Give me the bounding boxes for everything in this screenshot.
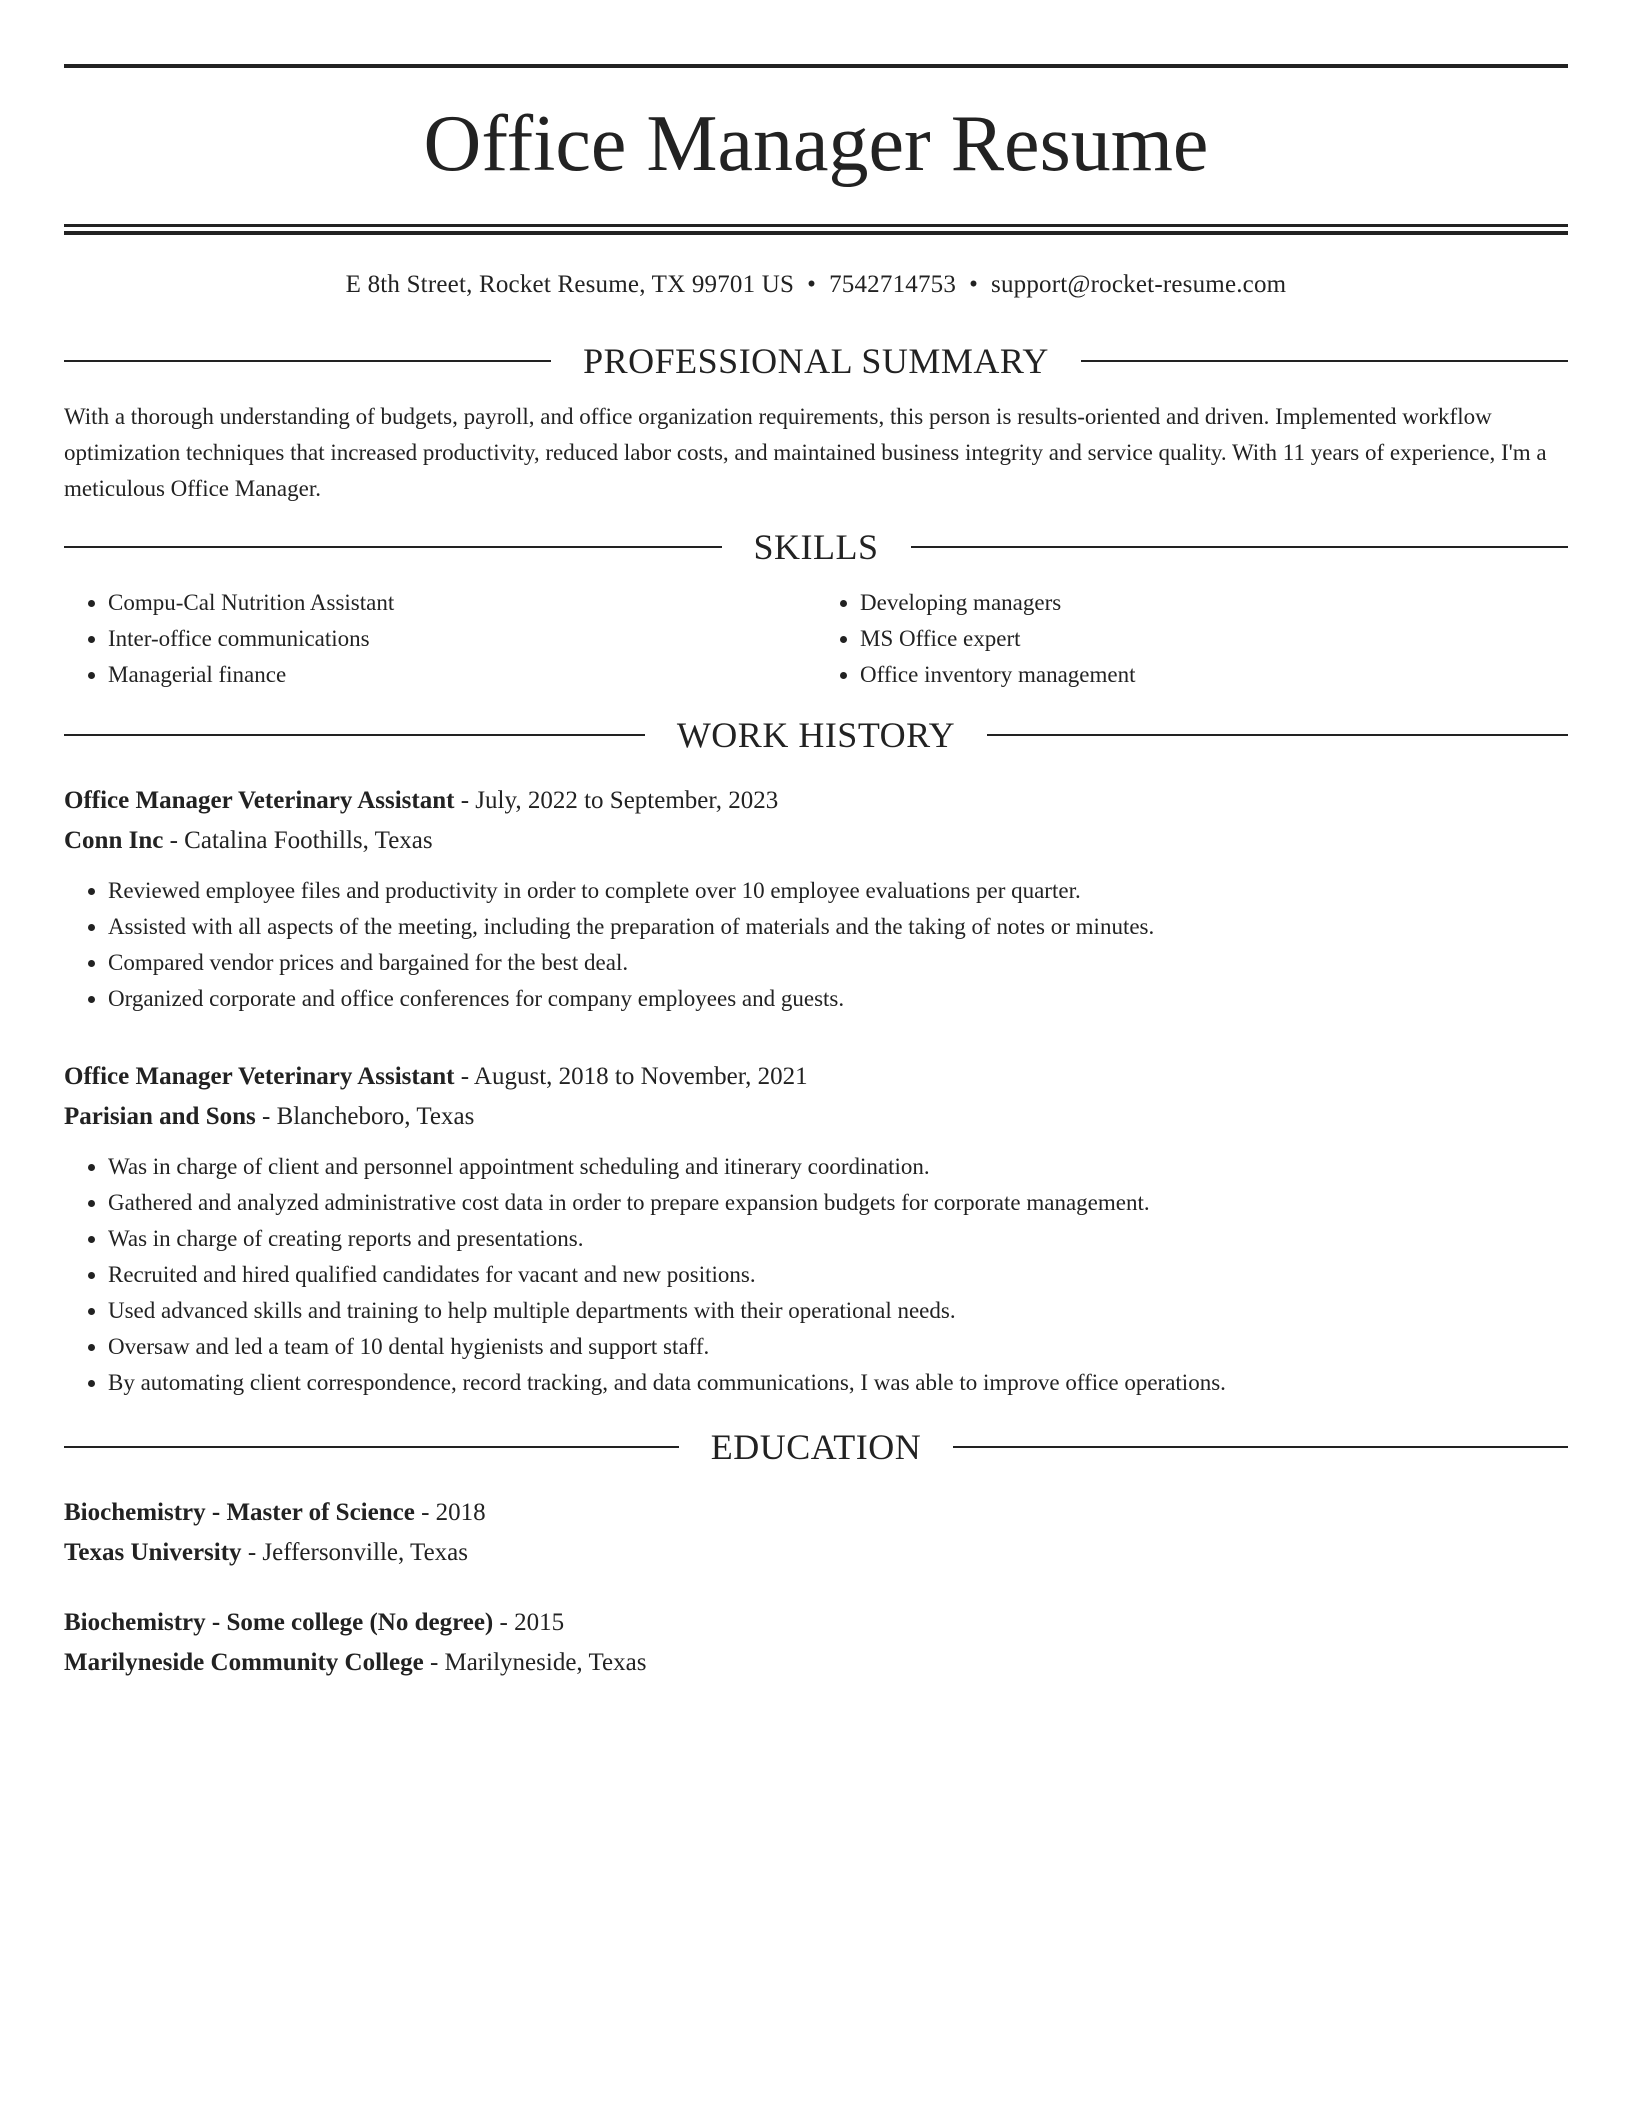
job-dates: - July, 2022 to September, 2023 xyxy=(454,787,779,814)
degree-line xyxy=(64,1603,1568,1643)
school-line xyxy=(64,1643,1568,1683)
education-entry xyxy=(64,1493,1568,1573)
heading-rule-left xyxy=(64,546,722,548)
job-entry xyxy=(64,1057,1568,1401)
job-entry xyxy=(64,781,1568,1017)
contact-address: E 8th Street, Rocket Resume, TX 99701 US xyxy=(345,271,795,298)
skill-item: • Office inventory management xyxy=(860,657,1568,693)
education-entry xyxy=(64,1603,1568,1683)
work-heading-label: WORK HISTORY xyxy=(676,715,956,755)
heading-rule-left xyxy=(64,734,645,736)
work-heading xyxy=(64,713,1568,757)
job-company-line xyxy=(64,821,1568,861)
duty-item: • Gathered and analyzed administrative cost data in order to prepare expansion budgets for corporate management. xyxy=(108,1185,1568,1221)
school: Texas University xyxy=(64,1539,242,1566)
skill-item: • Managerial finance xyxy=(108,657,816,693)
job-company: Parisian and Sons xyxy=(64,1103,256,1130)
top-rule xyxy=(64,64,1568,68)
summary-heading-label: PROFESSIONAL SUMMARY xyxy=(583,341,1049,381)
skills-heading xyxy=(64,525,1568,569)
degree-year: - 2018 xyxy=(414,1499,486,1526)
resume-page xyxy=(64,64,1568,1683)
duty-item: • Was in charge of creating reports and presentations. xyxy=(108,1221,1568,1257)
duty-item: • Reviewed employee files and productivity in order to complete over 10 employee evaluations per quarter. xyxy=(108,873,1568,909)
degree-line xyxy=(64,1493,1568,1533)
heading-rule-right xyxy=(987,734,1568,736)
degree: Biochemistry - Some college (No degree) xyxy=(64,1609,494,1636)
school: Marilyneside Community College xyxy=(64,1649,424,1676)
degree: Biochemistry - Master of Science xyxy=(64,1499,415,1526)
duty-item: • Organized corporate and office conferences for company employees and guests. xyxy=(108,981,1568,1017)
job-location: - Catalina Foothills, Texas xyxy=(163,827,433,854)
job-company: Conn Inc xyxy=(64,827,164,854)
duty-item: • Oversaw and led a team of 10 dental hygienists and support staff. xyxy=(108,1329,1568,1365)
heading-rule-left xyxy=(64,1446,679,1448)
duty-item: • Was in charge of client and personnel appointment scheduling and itinerary coordination. xyxy=(108,1149,1568,1185)
skills-column-left xyxy=(64,585,816,693)
job-dates: - August, 2018 to November, 2021 xyxy=(454,1063,808,1090)
contact-line xyxy=(64,269,1568,301)
job-company-line xyxy=(64,1097,1568,1137)
school-line xyxy=(64,1533,1568,1573)
contact-phone: 7542714753 xyxy=(829,271,957,298)
skills-heading-label: SKILLS xyxy=(753,527,879,567)
job-title: Office Manager Veterinary Assistant xyxy=(64,787,455,814)
summary-heading xyxy=(64,339,1568,383)
skill-item: • Inter-office communications xyxy=(108,621,816,657)
heading-rule-left xyxy=(64,360,551,362)
skill-item: • Developing managers xyxy=(860,585,1568,621)
education-heading xyxy=(64,1425,1568,1469)
contact-email: support@rocket-resume.com xyxy=(991,271,1287,298)
page-title: Office Manager Resume xyxy=(423,100,1209,188)
skills-list xyxy=(64,585,1568,693)
heading-rule-right xyxy=(953,1446,1568,1448)
job-title-line xyxy=(64,781,1568,821)
duty-item: • Recruited and hired qualified candidates for vacant and new positions. xyxy=(108,1257,1568,1293)
job-duties xyxy=(64,873,1568,1017)
school-location: - Marilyneside, Texas xyxy=(423,1649,647,1676)
contact-separator: • xyxy=(969,271,979,298)
duty-item: • By automating client correspondence, record tracking, and data communications, I was able to improve office operations. xyxy=(108,1365,1568,1401)
heading-rule-right xyxy=(1081,360,1568,362)
job-location: - Blancheboro, Texas xyxy=(255,1103,475,1130)
job-title: Office Manager Veterinary Assistant xyxy=(64,1063,455,1090)
job-title-line xyxy=(64,1057,1568,1097)
duty-item: • Compared vendor prices and bargained for the best deal. xyxy=(108,945,1568,981)
skill-item: • MS Office expert xyxy=(860,621,1568,657)
heading-rule-right xyxy=(911,546,1569,548)
degree-year: - 2015 xyxy=(493,1609,565,1636)
school-location: - Jeffersonville, Texas xyxy=(241,1539,468,1566)
contact-separator: • xyxy=(807,271,817,298)
education-heading-label: EDUCATION xyxy=(710,1427,922,1467)
duty-item: • Assisted with all aspects of the meeting, including the preparation of materials and the taking of notes or minutes. xyxy=(108,909,1568,945)
duty-item: • Used advanced skills and training to help multiple departments with their operational needs. xyxy=(108,1293,1568,1329)
skills-column-right xyxy=(816,585,1568,693)
summary-text: With a thorough understanding of budgets, payroll, and office organization requirements, this person is results-oriented and driven. Implemented workflow optimization techniques that increased productivity, reduced labor costs, and maintained business integrity and service quality. With 11 years of experience, I'm a meticulous Office Manager. xyxy=(64,404,1547,501)
job-duties xyxy=(64,1149,1568,1401)
skill-item: • Compu-Cal Nutrition Assistant xyxy=(108,585,816,621)
title-double-rule xyxy=(64,224,1568,235)
